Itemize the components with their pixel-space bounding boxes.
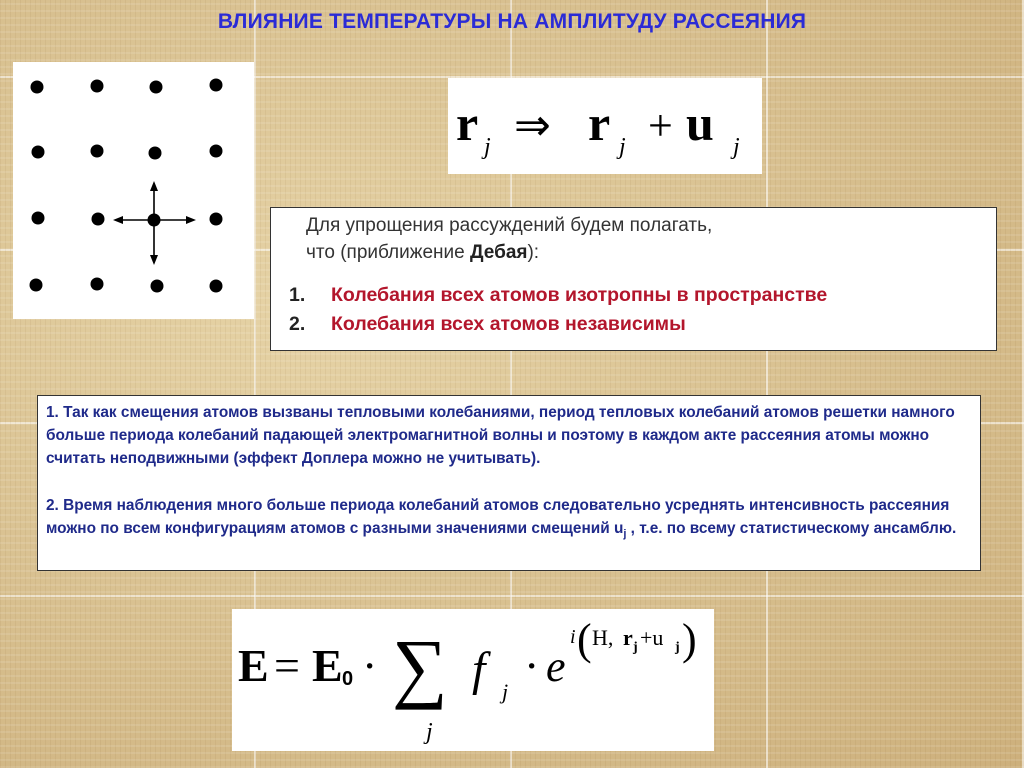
debye-assumptions-list	[289, 281, 827, 339]
arrow-left-icon	[113, 216, 123, 224]
list-number: 1.	[289, 284, 306, 306]
debye-term: Дебая	[470, 242, 528, 263]
atom-dot	[92, 213, 105, 226]
atom-dot	[210, 79, 223, 92]
note-2	[46, 494, 974, 546]
intro-text: ):	[527, 242, 540, 263]
formula-e: e	[546, 642, 566, 691]
atom-dot	[91, 278, 104, 291]
displacement-arrows	[116, 184, 193, 262]
formula-dot: ·	[524, 640, 540, 691]
formula-plus: +	[648, 101, 673, 150]
formula-r: r	[456, 95, 479, 151]
debye-intro-line1: Для упрощения рассуждений будем полагать,	[306, 215, 713, 236]
formula-exp-H: H,	[592, 625, 614, 650]
note-1: 1. Так как смещения атомов вызваны тепловыми колебаниями, период тепловых колебаний атомов решетки намного больше периода колебаний падающей электромагнитной волны и поэтому в каждом акте рассеяния атомы можно считать неподвижными (эффект Доплера можно не учитывать).	[46, 404, 955, 468]
note-2-text-end: , т.е. по всему статистическому ансамблю.	[626, 520, 957, 538]
formula-j-sub: j	[619, 134, 626, 160]
atom-dot	[91, 145, 104, 158]
atom-dot	[91, 80, 104, 93]
formula-dot: ·	[362, 640, 378, 691]
atom-dot	[149, 147, 162, 160]
formula-exp-u-sub: j	[675, 640, 680, 655]
atom-dot	[210, 280, 223, 293]
list-item	[289, 281, 827, 310]
formula-E: E	[238, 640, 269, 691]
formula-exp-i: i	[570, 626, 576, 648]
atom-dot	[210, 145, 223, 158]
formula-implies: ⇒	[514, 101, 551, 150]
formula-j-sub: j	[484, 134, 491, 160]
atom-lattice-diagram	[13, 62, 254, 319]
formula-exp-paren-close: )	[682, 615, 697, 664]
formula-E0: E	[312, 640, 343, 691]
formula-exp-r-sub: j	[633, 640, 638, 655]
formula-sum-index: j	[426, 719, 433, 745]
arrow-down-icon	[150, 255, 158, 265]
list-text: Колебания всех атомов изотропны в пространстве	[331, 284, 828, 306]
formula-sum: ∑	[392, 623, 448, 710]
arrow-right-icon	[186, 216, 196, 224]
note-2-text: 2. Время наблюдения много больше периода колебаний атомов следовательно усреднять интенсивность рассеяния можно по всем конфигурациям атомов с разными значениями смещений u	[46, 497, 950, 538]
amplitude-formula-svg	[232, 609, 714, 751]
list-text: Колебания всех атомов независимы	[331, 313, 686, 335]
slide-title: ВЛИЯНИЕ ТЕМПЕРАТУРЫ НА АМПЛИТУДУ РАССЕЯНИЯ	[217, 10, 807, 33]
formula-equals: =	[274, 640, 300, 691]
lattice-svg	[13, 62, 254, 319]
formula-f: f	[472, 643, 486, 696]
displacement-formula	[448, 78, 762, 174]
formula-r: r	[588, 95, 611, 151]
atom-dot	[210, 213, 223, 226]
displacement-formula-svg	[448, 78, 762, 174]
list-item	[289, 310, 827, 339]
atom-dot	[150, 81, 163, 94]
formula-f-sub: j	[502, 679, 509, 704]
intro-text: что (приближение	[306, 242, 470, 263]
note-2-subscript: j	[623, 528, 627, 541]
formula-j-sub: j	[733, 134, 740, 160]
atom-dot	[32, 212, 45, 225]
arrow-up-icon	[150, 181, 158, 191]
atom-dot	[30, 279, 43, 292]
formula-exp-plus-u: +u	[640, 625, 664, 650]
debye-approximation-box	[270, 207, 997, 351]
list-number: 2.	[289, 313, 306, 335]
atom-dot	[32, 146, 45, 159]
formula-exp-paren-open: (	[577, 615, 592, 664]
debye-intro	[306, 212, 966, 266]
formula-u: u	[686, 95, 714, 151]
formula-E0-sub: 0	[342, 668, 354, 690]
debye-intro-line2	[306, 239, 966, 266]
atom-dot	[151, 280, 164, 293]
atom-dot	[31, 81, 44, 94]
formula-exp-r: r	[623, 625, 633, 650]
notes-box	[37, 395, 981, 571]
amplitude-formula	[232, 609, 714, 751]
